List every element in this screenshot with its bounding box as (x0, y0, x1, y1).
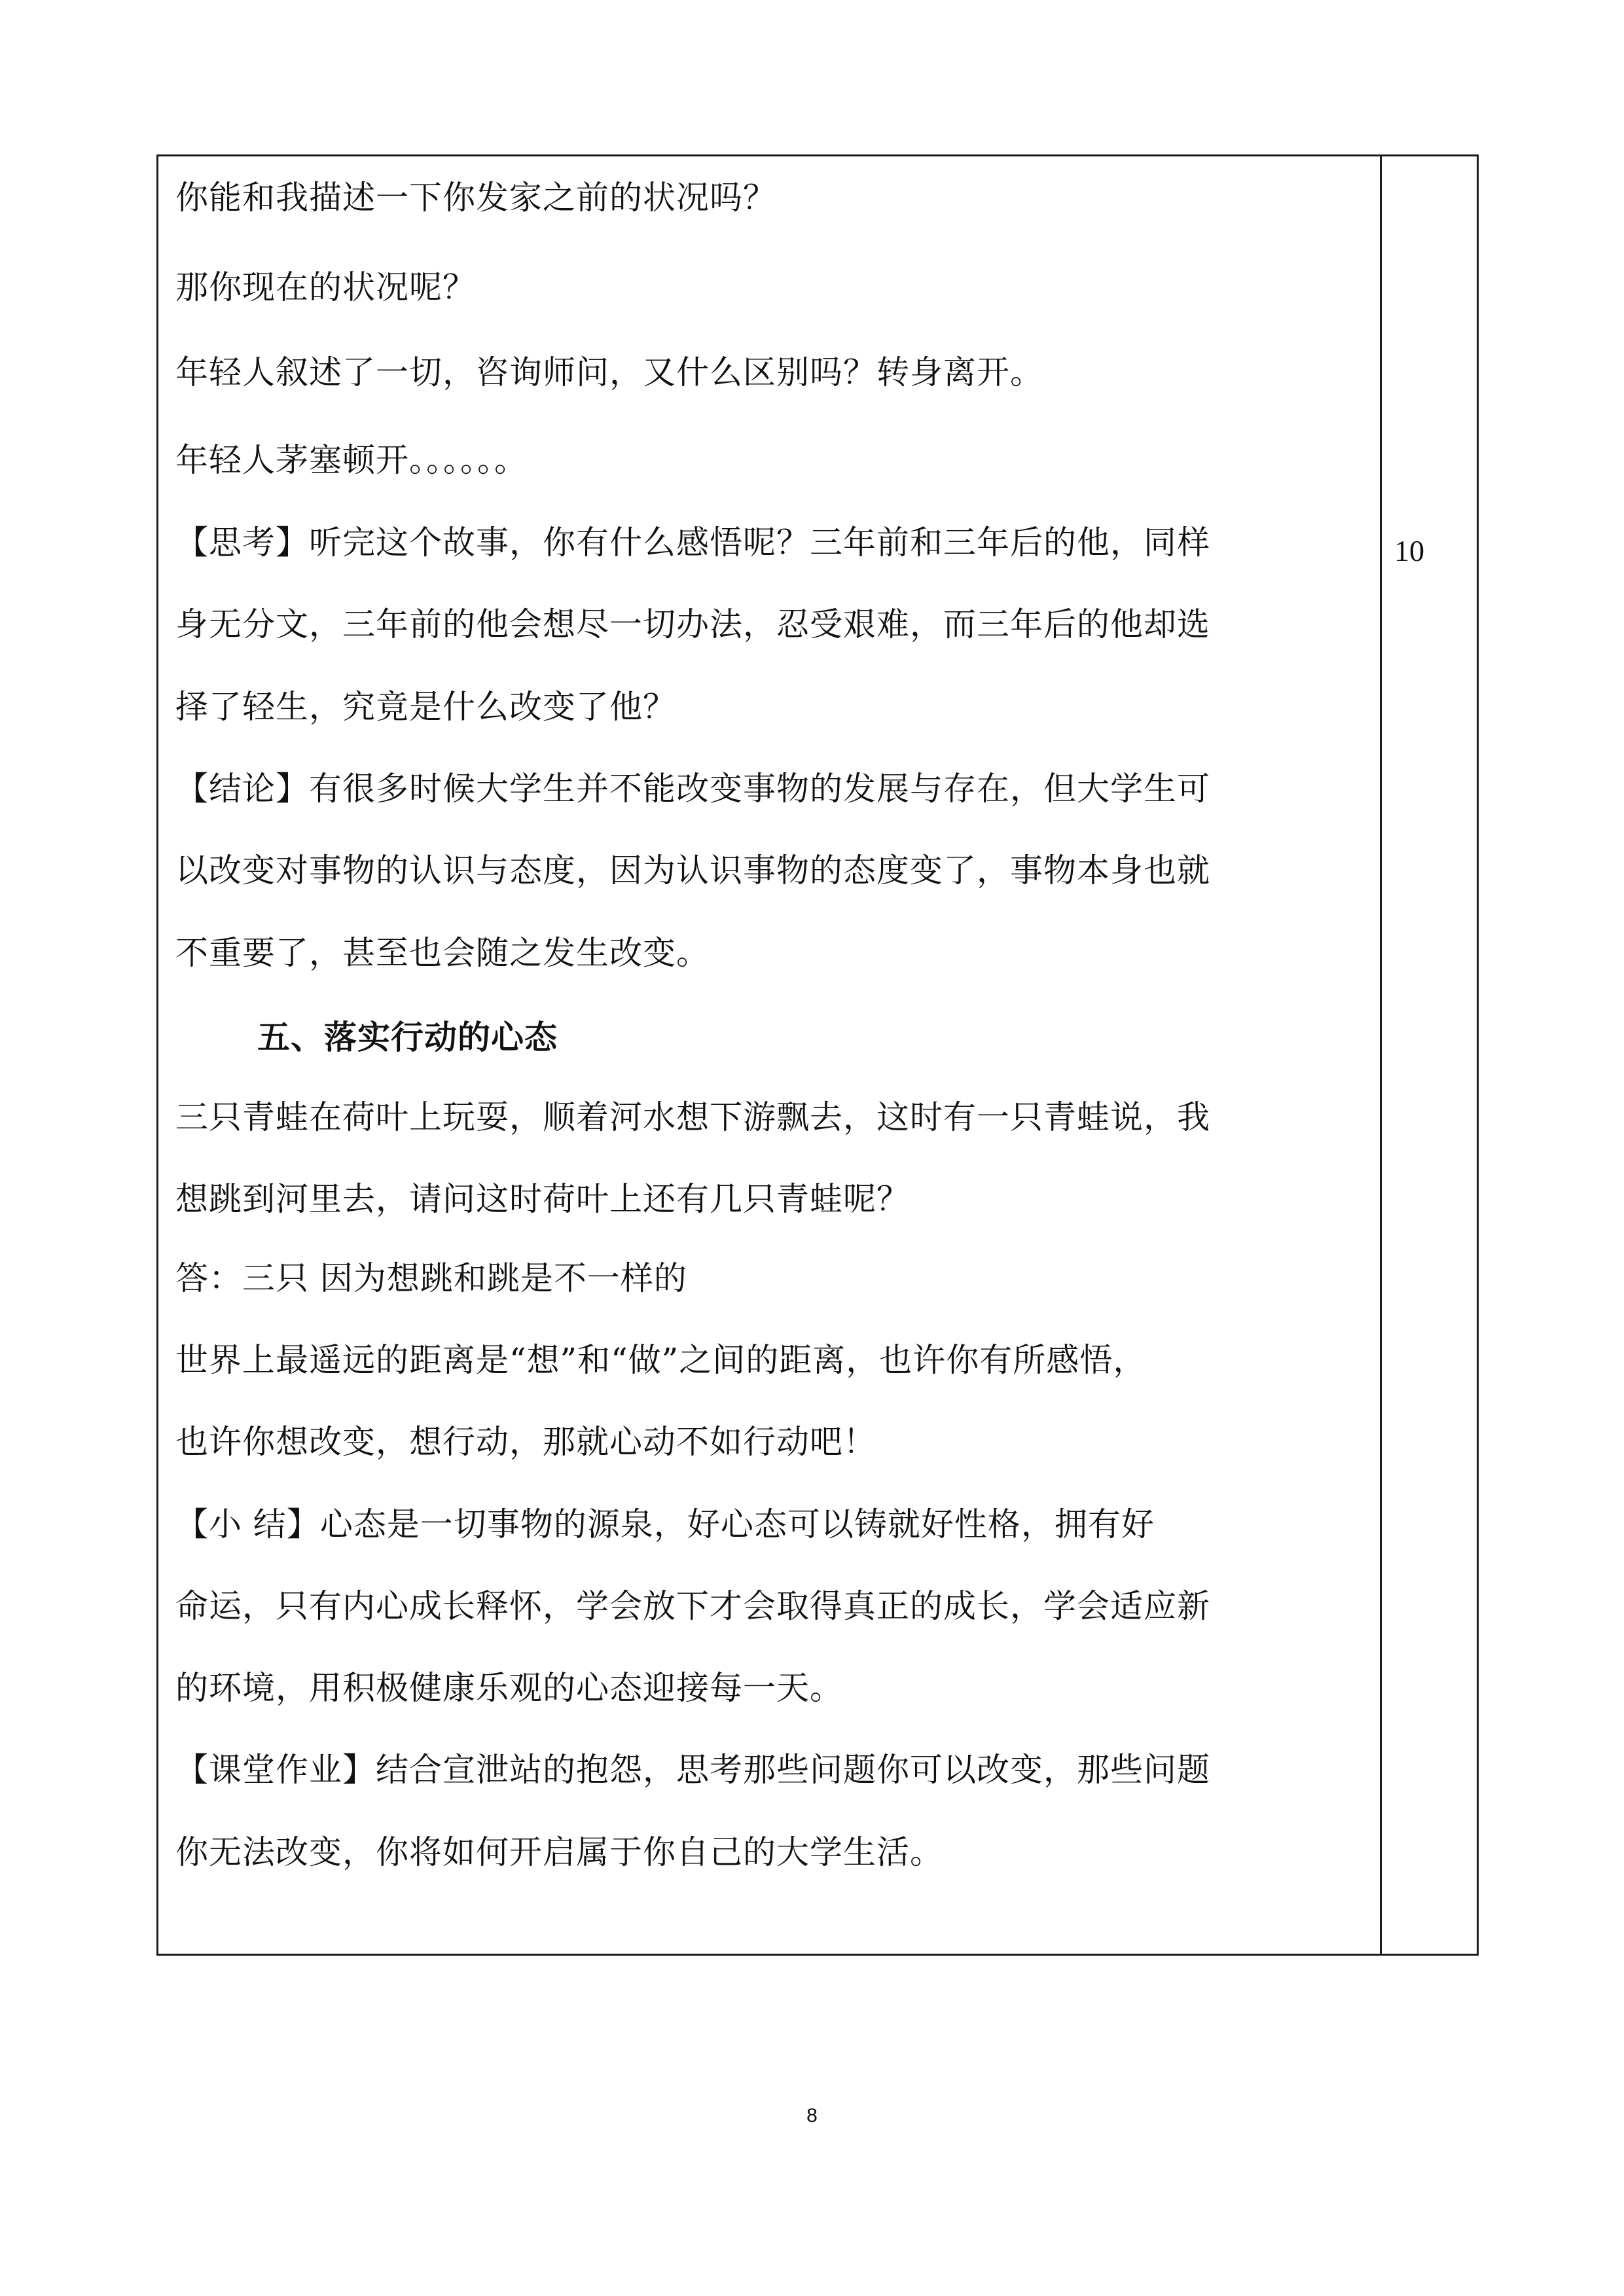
text-line: 年轻人茅塞顿开。。。。。。 (175, 441, 528, 479)
text-line: 三只青蛙在荷叶上玩耍，顺着河水想下游飘去，这时有一只青蛙说，我 (175, 1098, 1210, 1136)
text-line: 的环境，用积极健康乐观的心态迎接每一天。 (175, 1669, 843, 1707)
text-line: 【结论】有很多时候大学生并不能改变事物的发展与存在，但大学生可 (175, 770, 1210, 808)
section-heading: 五、落实行动的心态 (257, 1018, 558, 1056)
text-line: 命运，只有内心成长释怀，学会放下才会取得真正的成长，学会适应新 (175, 1587, 1210, 1625)
text-line: 不重要了，甚至也会随之发生改变。 (175, 934, 710, 972)
column-divider (1380, 154, 1382, 1956)
text-line: 那你现在的状况呢？ (175, 268, 476, 306)
time-allocation: 10 (1394, 534, 1424, 567)
text-line: 你无法改变，你将如何开启属于你自己的大学生活。 (175, 1833, 943, 1871)
text-line: 【课堂作业】结合宣泄站的抱怨，思考那些问题你可以改变，那些问题 (175, 1751, 1210, 1789)
text-line: 你能和我描述一下你发家之前的状况吗？ (175, 179, 776, 217)
text-line: 想跳到河里去，请问这时荷叶上还有几只青蛙呢？ (175, 1180, 910, 1218)
text-line: 择了轻生，究竟是什么改变了他？ (175, 688, 676, 726)
text-line: 【小 结】心态是一切事物的源泉，好心态可以铸就好性格，拥有好 (175, 1505, 1155, 1543)
text-line: 以改变对事物的认识与态度，因为认识事物的态度变了，事物本身也就 (175, 852, 1210, 889)
text-line: 答：三只 因为想跳和跳是不一样的 (175, 1259, 687, 1297)
text-line: 【思考】听完这个故事，你有什么感悟呢？三年前和三年后的他，同样 (175, 524, 1210, 562)
text-line: 也许你想改变，想行动，那就心动不如行动吧！ (175, 1423, 876, 1461)
text-line: 世界上最遥远的距离是“想”和“做”之间的距离，也许你有所感悟， (175, 1341, 1147, 1379)
text-line: 年轻人叙述了一切，咨询师问，又什么区别吗？转身离开。 (175, 353, 1043, 391)
page-number: 8 (806, 2105, 818, 2126)
text-line: 身无分文，三年前的他会想尽一切办法，忍受艰难，而三年后的他却选 (175, 605, 1210, 643)
